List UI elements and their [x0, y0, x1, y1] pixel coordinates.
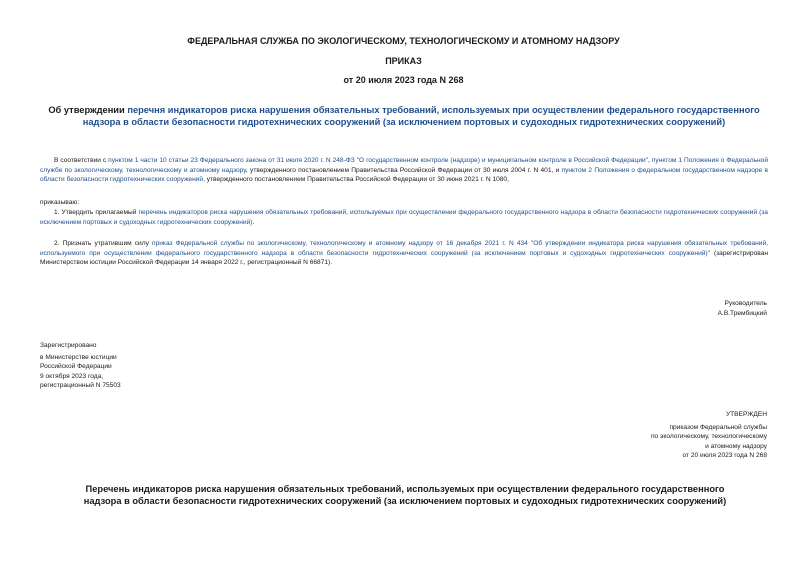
doc-type: ПРИКАЗ — [385, 56, 422, 66]
order-word: приказываю: — [40, 199, 80, 206]
approval-line: по экологическому, технологическому — [650, 433, 767, 441]
item-1-text: 1. Утвердить прилагаемый — [54, 209, 139, 216]
signature-role: Руководитель — [724, 300, 767, 307]
preamble-link-supervision[interactable]: пунктом 2 Положения о федеральном государственном надзоре в области безопасности гидротехнических сооружений — [40, 166, 768, 184]
registration-line: Российской Федерации — [40, 363, 112, 371]
signature-name: А.В.Трембицкий — [717, 309, 767, 317]
doc-date-number: от 20 июля 2023 года N 268 — [343, 75, 464, 85]
preamble-link-regulation[interactable]: пунктом 1 Положения о Федеральной службе по экологическому, технологическому и атомному надзору — [40, 157, 769, 174]
item-1-link[interactable]: перечень индикаторов риска нарушения обязательных требований, используемых при осуществлении федерального государственного надзора в области безопасности гидротехнических сооружений (за исключением портовых и судоходных гидротехнических сооружений) — [40, 209, 768, 226]
approval-block — [651, 410, 767, 461]
registration-line: 9 октября 2023 года, — [40, 372, 104, 380]
approval-line: приказом Федеральной службы — [669, 423, 767, 431]
item-2-paragraph — [40, 239, 768, 268]
approval-stamp-title: УТВЕРЖДЕН — [725, 411, 767, 418]
preamble-text-2: , — [648, 157, 652, 164]
item-1-end: . — [252, 218, 255, 226]
preamble-paragraph — [40, 156, 768, 185]
preamble-link-law[interactable]: пунктом 1 части 10 статьи 23 Федерального закона от 31 июля 2020 г. N 248-ФЗ "О государственном контроле (надзоре) и муниципальном контроле в Российской Федерации" — [108, 157, 649, 164]
agency-header: ФЕДЕРАЛЬНАЯ СЛУЖБА ПО ЭКОЛОГИЧЕСКОМУ, ТЕХНОЛОГИЧЕСКОМУ И АТОМНОМУ НАДЗОРУ — [187, 36, 620, 46]
preamble-text-3: , утвержденного постановлением Правительства Российской Федерации от 30 июля 2004 г. N 401, и — [245, 166, 562, 174]
preamble-text-4: , утвержденного постановлением Правительства Российской Федерации от 30 июня 2021 г. N 1080, — [203, 176, 509, 184]
item-2-text: 2. Признать утратившим силу — [54, 240, 152, 247]
title-link[interactable]: перечня индикаторов риска нарушения обязательных требований, используемых при осуществлении федерального государственного надзора в области безопасности гидротехнических сооружений (за исключением портовых и судоходных гидротехнических сооружений) — [82, 105, 760, 127]
signature-block — [718, 299, 767, 318]
item-1-paragraph — [40, 208, 768, 227]
registration-line: регистрационный N 75503 — [40, 382, 121, 390]
approval-line: от 20 июля 2023 года N 268 — [682, 452, 767, 460]
registration-block — [40, 341, 121, 391]
preamble-text-1: В соответствии с — [54, 157, 109, 164]
registration-line: в Министерстве юстиции — [40, 353, 117, 361]
approval-line: и атомному надзору — [705, 442, 767, 450]
document-title — [34, 105, 774, 128]
title-prefix: Об утверждении — [48, 105, 128, 115]
registration-line: Зарегистрировано — [40, 342, 97, 349]
item-2-link[interactable]: приказ Федеральной службы по экологическому, технологическому и атомному надзору от 16 декабря 2021 г. N 434 "Об утверждении индикатора риска нарушения обязательных требований, используемого при осуществлении федерального государственного надзора в области безопасности гидротехнических сооружений (за исключением портовых и судоходных гидротехнических сооружений)" — [40, 240, 768, 257]
list-title: Перечень индикаторов риска нарушения обязательных требований, используемых при осуществлении федерального государственного надзора в области безопасности гидротехнических сооружений (за исключением портовых и судоходных гидротехнических сооружений) — [83, 484, 727, 506]
item-2-end: (зарегистрирован Министерством юстиции Российской Федерации 14 января 2022 г., регистрационный N 66871). — [40, 249, 768, 267]
